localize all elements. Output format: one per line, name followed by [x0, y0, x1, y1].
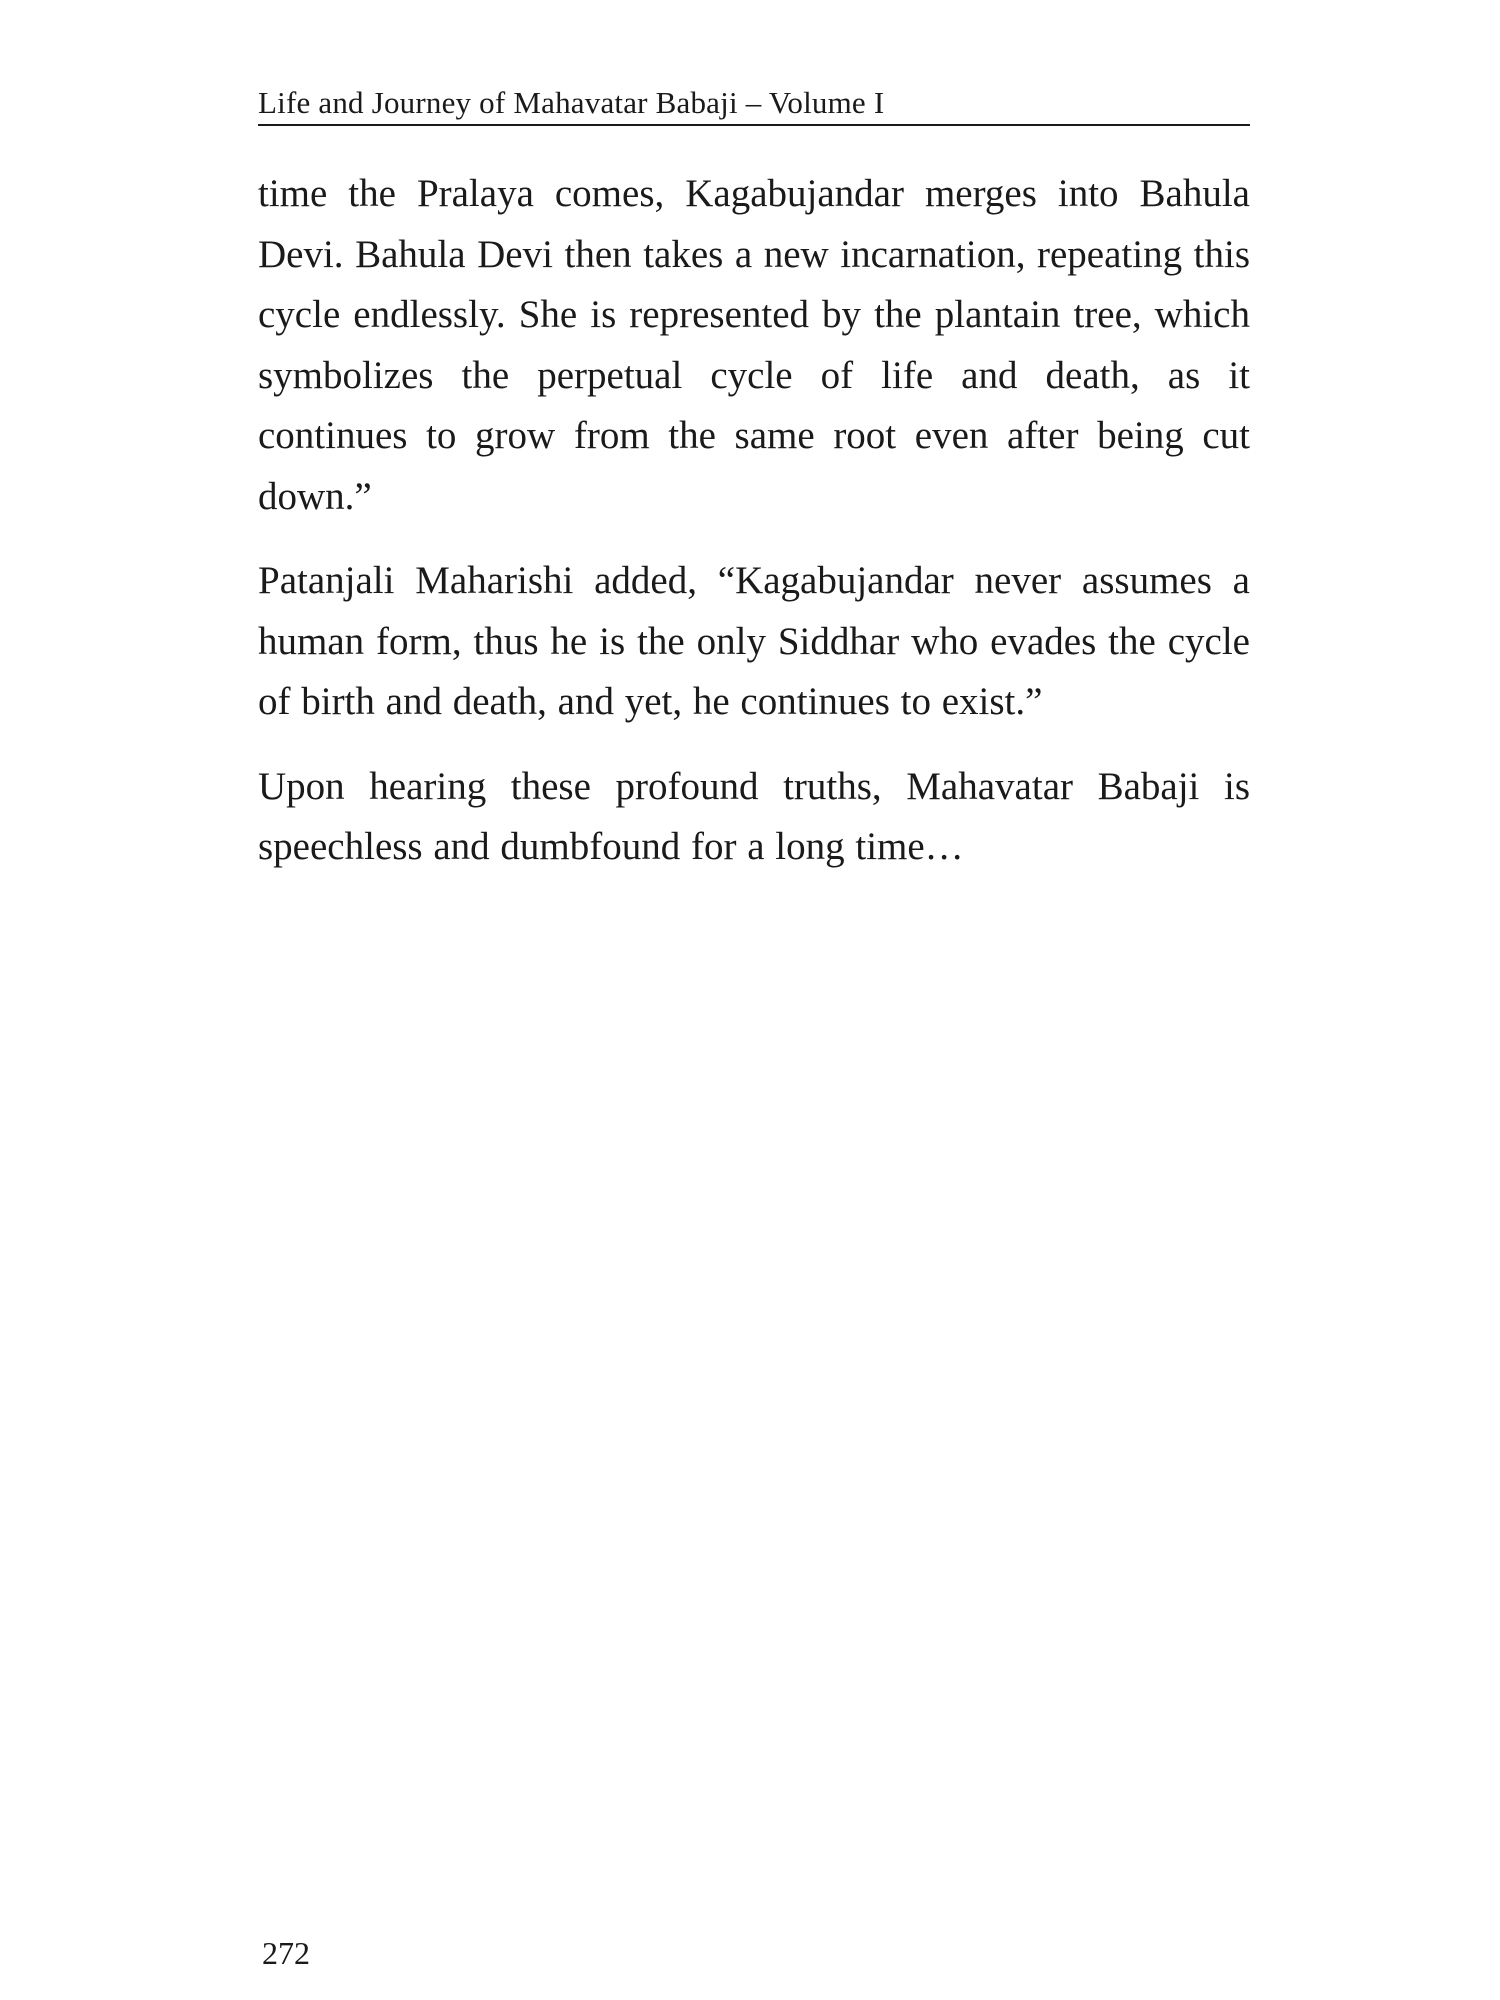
paragraph-2: Patanjali Maharishi added, “Kagabujandar never assumes a human form, thus he is the only Siddhar who evades the cycle of birth and death, and yet, he continues to exist.”	[258, 559, 1250, 723]
paragraph-3: Upon hearing these profound truths, Mahavatar Babaji is speechless and dumbfound for a long time…	[258, 764, 1250, 868]
body-text	[258, 164, 1250, 902]
running-header-title: Life and Journey of Mahavatar Babaji – Volume I	[258, 85, 885, 120]
page-number: 272	[262, 1935, 310, 1971]
running-header	[258, 78, 1250, 126]
paragraph-1: time the Pralaya comes, Kagabujandar merges into Bahula Devi. Bahula Devi then takes a new incarnation, repeating this cycle endlessly. She is represented by the plantain tree, which symbolizes the perpetual cycle of life and death, as it continues to grow from the same root even after being cut down.”	[258, 172, 1250, 518]
